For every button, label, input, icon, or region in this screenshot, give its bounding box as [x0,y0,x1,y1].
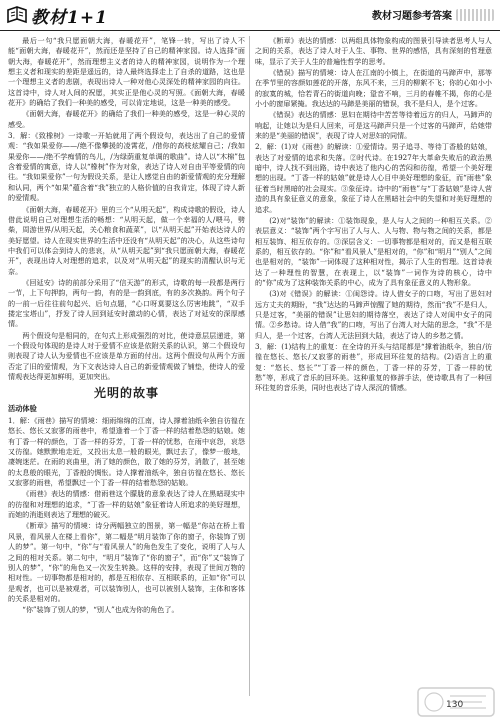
right-paragraph: 《错误》描写的情境：诗人在江南的小镇上，在街道的马蹄声中，那等在季节里的容颜如莲花的开落，东风不来，三月的柳絮不飞；你的心如小小的寂寞的城，恰若青石的街道向晚；跫音不响，三月的春帷不揭，你的心是小小的窗扉紧掩。我达达的马蹄是美丽的错误，我不是归人，是个过客。 [255,68,492,109]
a1-paragraph: 《断章》描写的情境：诗分两幅独立的图景，第一幅是“你站在桥上看风景，看风景人在楼上看你”，第二幅是“明月装饰了你的窗子，你装饰了别人的梦”。第一句中，“你”与“看风景人”的角色发生了变化，说明了人与人之间的相对关系。第二句中，“明月”装饰了“你的窗子”，而“你”又“装饰了别人的梦”，“你”的角色又一次发生转换。这样的安排，表现了世间万物的相对性。一切事物都是相对的，都是互相依存、互相联系的，正如“你”可以是观者，也可以是被观者，可以装饰别人，也可以被别人装饰，主体和客体的关系是相对的。 [8,521,245,603]
page-number: 130 [446,700,464,710]
header-title: 教材习题参考答案 [372,11,452,22]
a1-paragraph: 《雨巷》表达的情感：借雨巷这个朦胧的意象表达了诗人在黑暗现实中的彷徨和对理想的追求，“丁香一样的姑娘”象征着诗人所追求的美好理想，而她的消逝则表达了理想的破灭。 [8,489,245,520]
a1-paragraph: “你”装饰了别人的梦，“别人”也成为你的角色了。 [22,605,179,615]
right-column [255,36,492,696]
right-paragraph: 2．解：(1)对《雨巷》的解读：①爱情诗。男子追寻、等待丁香般的姑娘，表达了对爱情的追求和失落。②时代诗。在1927年大革命失败后的政治黑暗中，诗人找不到出路，诗中表达了他内心的苦闷和彷徨，希望一个美好理想的出现。“丁香一样的姑娘”就是诗人心目中美好理想的象征，而“雨巷”象征着当时黑暗的社会现实。③象征诗。诗中的“雨巷”与“丁香姑娘”是诗人营造的具有象征意义的意象，象征了诗人在黑暗社会中的失望和对美好理想的追求。 [255,142,492,214]
a1-paragraph: 1．解：《雨巷》描写的情境：细雨绵绵的江南，诗人撑着油纸伞独自彷徨在悠长、悠长又寂寥的雨巷中，希望逢着一个丁香一样的结着愁怨的姑娘。她有丁香一样的颜色，丁香一样的芬芳，丁香一样的忧愁，在雨中哀怨，哀怨又彷徨。她默默地走近，又投出太息一般的眼光，飘过去了，像梦一般地，凄婉迷茫。在雨的哀曲里，消了她的颜色，散了她的芬芳，消散了，甚至她的太息般的眼光，丁香般的惆怅。诗人撑着油纸伞，独自彷徨在悠长、悠长又寂寥的雨巷，希望飘过一个丁香一样的结着愁怨的姑娘。 [8,416,245,488]
header-decoration [456,9,494,21]
right-paragraph: 《断章》表达的情感：以两组具体物象构成的图景引导读者思考人与人之间的关系，表达了诗人对于人生、事物、世界的感悟，具有深刻的哲理意味，显示了关于人生的普遍性哲学的思考。 [255,36,492,66]
right-paragraph: (3)对《错误》的解读：①闺怨诗。诗人借女子的口吻，写出了思妇对远方丈夫的期盼，“我”达达的马蹄声惊醒了她的期待，然而“我”不是归人，只是过客，“美丽的错误”让思妇的期待落空，表达了诗人对闺中女子的同情。②乡愁诗。诗人借“我”的口吻，写出了台湾人对大陆的思念，“我”不是归人，是一个过客，台湾人无法回到大陆，表达了诗人的乡愁之情。 [255,289,492,340]
header-right [372,7,494,22]
right-paragraph: (2)对“装饰”的解读：①装饰现象，是人与人之间的一种相互关系。②表层意义：“装饰”两个字写出了人与人、人与物、物与物之间的关系，都是相互装饰、相互依存的。③深层含义：一切事物都是相对的，而又是相互联系的，相互依存的。“你”和“看风景人”是相对的，“你”和“明月”“别人”之间也是相对的，“装饰”一词体现了这种相对性，揭示了人生的哲理。这首诗表达了一种理性的智慧，在表现上，以“装饰”一词作为诗的核心，诗中的“你”成为了这种装饰关系的中心，成为了具有象征意义的人物形象。 [255,215,492,287]
left-column [8,36,245,696]
logo-text: 教材1+1 [31,7,108,28]
left-intro-paragraph: 《面朝大海，春暖花开》的确给了我们一种美的感受，这是一种心灵的感受。 [8,109,245,129]
section-title: 光明的故事 [93,386,159,401]
right-paragraph: 《错误》表达的情感：思妇在期待中苦苦等待着远方的归人，马蹄声的响起，让她以为是归人回来，可是这马蹄声只是一个过客的马蹄声，给她带来的是“美丽的错误”，表现了诗人对思妇的同情。 [255,110,492,141]
book-icon [6,4,28,26]
q3-paragraph: 3．解：《致橡树》一诗歌一开始就用了两个假设句，表达出了自己的爱情观：“我如果爱你——/绝不像攀援的凌霄花，/借你的高枝炫耀自己；/我如果爱你——/绝不学痴情的鸟儿，/为绿荫重复单调的歌曲”。诗人以“木棉”包含着爱情的寓意，诗人以“橡树”作为对象，表达了诗人对自由平等爱情的向往。“我如果爱你”一句为假设关系，是让人感觉自由的新爱情观的充分理解和认同，两个“如果”蕴含着“我”独立的人格价值的自我肯定，体现了诗人新的爱情观。 [8,131,245,203]
q3-paragraph: 《回延安》诗的前部分采用了“信天游”的形式，诗歌的每一段都是两行一节，上下句押韵，两句一韵，有的是一韵到底，有的多次换韵。两个句子的一前一后往往前句起兴、后句点题，“心口呀莫要这么厉害地跳”，“双手搂定宝塔山”，抒发了诗人回到延安时激动的心情，表达了对延安的深厚感情。 [8,277,245,329]
q3-paragraph: 两个假设句是相同的，在句式上形成强烈的对比，使诗意层层递进，第一个假设句体现的是诗人对于爱情不应该是依附关系的认识，第二个假设句则表现了诗人认为爱情也不应该是单方面的付出。这两个假设句从两个方面否定了旧的爱情观，为下文表达诗人自己的新爱情观做了铺垫，使诗人的爱情观表达得更加鲜明，更加突出。 [8,330,245,381]
book-logo [6,2,108,28]
left-intro-paragraph: 最后一句“我只愿面朝大海，春暖花开”，笔锋一转，写出了诗人不能“面朝大海，春暖花开”，然而还是坚持了自己的精神家园。诗人选择“面朝大海，春暖花开”，然而理想主义者的诗人的精神家园，说明作为一个理想主义者和现实的差距是遥远的，诗人最终选择走上了自杀的道路，这也是一个理想主义者的悲剧，表现出诗人一种对他心灵深处的精神家园的向往。这首诗中，诗人对人间的祝愿，其实正是他心灵的写照。《面朝大海，春暖花开》的确给了我们一种美的感受，可以肯定地说，这是一种美的感受。 [8,36,245,108]
activity-label: 活动体验 [8,403,37,413]
q3-paragraph: 《面朝大海，春暖花开》里的三个“从明天起”，构成诗歌的假设，诗人借此说明自己对理想生活的畅想：“从明天起，做一个幸福的人/喂马，劈柴，周游世界/从明天起，关心粮食和蔬菜”，以“从明天起”开始表达诗人的美好愿望。诗人在现实世界的生活中还没有“从明天起”的决心，从这些诗句中我们可以体会到诗人的悲哀，从“从明天起”到“我只愿面朝大海，春暖花开”，表现出诗人对理想的追求，以及对“从明天起”的现实的清醒认识与无奈。 [8,204,245,276]
column-divider [249,36,250,696]
page-header [0,0,500,31]
right-paragraph: 3．解：(1)结构上的重复：在全诗的开头与结尾都是“撑着油纸伞，独自/彷徨在悠长、悠长/又寂寥的雨巷”，形成回环往复的结构。(2)语言上的重复：“悠长、悠长”“丁香一样的颜色，丁香一样的芬芳，丁香一样的忧愁”等，形成了音乐的回环美。这种重复的修辞手法，使诗歌具有了一种回环往复的音乐美，同时也表达了诗人深沉的情感。 [255,341,492,393]
